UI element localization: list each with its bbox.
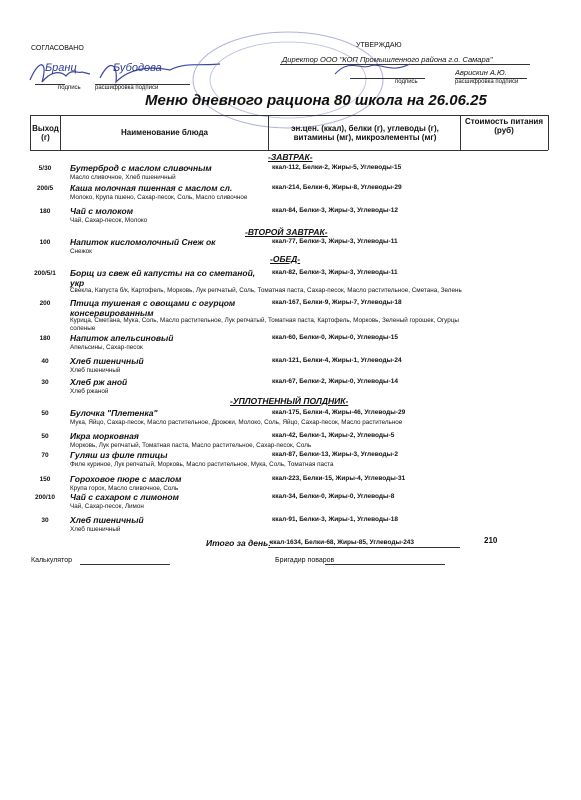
dish-yield: 200/10	[35, 494, 55, 501]
dish-nutrition: ккал-87, Белки-13, Жиры-3, Углеводы-2	[272, 451, 398, 458]
dish-yield: 30	[41, 379, 49, 386]
signature-right	[330, 56, 420, 80]
dish-ingredients: Масло сливочное, Хлеб пшеничный	[70, 174, 176, 181]
section-title: -ВТОРОЙ ЗАВТРАК-	[245, 227, 328, 237]
calc-label: Калькулятор	[31, 557, 72, 564]
dish-ingredients: Свекла, Капуста б/к, Картофель, Морковь, Лук репчатый, Соль, Томатная паста, Сахар-песок, Масло растительное, Сметана, Зелень	[70, 287, 462, 294]
dish-yield: 200	[39, 300, 51, 307]
section-title: -ОБЕД-	[270, 254, 301, 264]
dish-yield: 30	[41, 517, 49, 524]
signature-left-text2: Бубодова	[113, 62, 162, 74]
dish-nutrition: ккал-175, Белки-4, Жиры-46, Углеводы-29	[272, 409, 406, 416]
dish-yield: 50	[41, 433, 49, 440]
signature-left-text1: Бранц	[45, 62, 77, 74]
dish-name: Бутерброд с маслом сливочным	[70, 163, 212, 173]
dish-ingredients: Снежок	[70, 248, 92, 255]
dish-nutrition: ккал-91, Белки-3, Жиры-1, Углеводы-18	[272, 516, 398, 523]
dish-yield: 5/30	[38, 165, 52, 172]
col-price: Стоимость питания (руб)	[464, 117, 544, 135]
podpis-left: подпись	[58, 85, 81, 91]
dish-yield: 40	[41, 358, 49, 365]
dish-name: Гороховое пюре с маслом	[70, 474, 182, 484]
dish-nutrition: ккал-67, Белки-2, Жиры-0, Углеводы-14	[272, 378, 398, 385]
dish-ingredients: Молоко, Крупа пшено, Сахар-песок, Соль, Масло сливочное	[70, 194, 248, 201]
dish-yield: 50	[41, 410, 49, 417]
dish-name: Икра морковная	[70, 431, 139, 441]
dish-yield: 180	[39, 335, 51, 342]
dish-nutrition: ккал-77, Белки-3, Жиры-3, Углеводы-11	[272, 238, 398, 245]
brigadir-label: Бригадир поваров	[275, 557, 335, 564]
dish-ingredients: Хлеб пшеничный	[70, 367, 121, 374]
dish-yield: 200/5	[36, 185, 54, 192]
right-name: Аврискин А.Ю.	[455, 68, 507, 77]
dish-name: Чай с молоком	[70, 206, 134, 216]
dish-yield: 180	[39, 208, 51, 215]
dish-name: Хлеб пшеничный	[70, 356, 144, 366]
page-title: Меню дневного рациона 80 школа на 26.06.25	[145, 92, 487, 109]
podpis-right: подпись	[395, 79, 418, 85]
dish-ingredients: Хлеб ржаной	[70, 388, 109, 395]
dish-ingredients: Филе куриное, Лук репчатый, Морковь, Масло растительное, Мука, Соль, Томатная паста	[70, 461, 334, 468]
total-label: Итого за день:	[206, 538, 272, 548]
dish-nutrition: ккал-84, Белки-3, Жиры-3, Углеводы-12	[272, 207, 398, 214]
dish-yield: 200/5/1	[34, 270, 56, 277]
dish-name: Напиток апельсиновый	[70, 333, 174, 343]
dish-ingredients: Мука, Яйцо, Сахар-песок, Масло растительное, Дрожжи, Молоко, Соль, Яйцо, Сахар-песок, Масло растительное	[70, 419, 403, 426]
dish-ingredients: Курица, Сметана, Мука, Соль, Масло растительное, Лук репчатый, Томатная паста, Картофель, Морковь, Зеленый горошек, Огурцы соленые	[70, 317, 459, 332]
dish-nutrition: ккал-42, Белки-1, Жиры-2, Углеводы-5	[272, 432, 395, 439]
section-title: -ЗАВТРАК-	[268, 152, 313, 162]
dish-ingredients: Морковь, Лук репчатый, Томатная паста, Масло растительное, Сахар-песок, Соль	[70, 442, 312, 449]
dish-yield: 100	[39, 239, 51, 246]
dish-yield: 150	[39, 476, 51, 483]
section-title: -УПЛОТНЕННЫЙ ПОЛДНИК-	[230, 396, 349, 406]
director-line: Директор ООО "КОП Промышленного района г.о. Самара"	[282, 55, 493, 64]
dish-yield: 70	[41, 452, 49, 459]
col-name: Наименование блюда	[121, 128, 208, 137]
dish-ingredients: Хлеб пшеничный	[70, 526, 121, 533]
dish-ingredients: Крупа горох, Масло сливочное, Соль	[70, 485, 179, 492]
dish-nutrition: ккал-121, Белки-4, Жиры-1, Углеводы-24	[272, 357, 402, 364]
dish-name: Напиток кисломолочный Снеж ок	[70, 237, 216, 247]
dish-ingredients: Чай, Сахар-песок, Молоко	[70, 217, 148, 224]
dish-name: Каша молочная пшенная с маслом сл.	[70, 183, 233, 193]
dish-ingredients: Апельсины, Сахар-песок	[70, 344, 143, 351]
total-price: 210	[484, 536, 498, 545]
approved-left-label: СОГЛАСОВАНО	[31, 45, 84, 52]
dish-name: Хлеб пшеничный	[70, 515, 144, 525]
approved-right-label: УТВЕРЖДАЮ	[356, 42, 402, 49]
col-yield: Выход (г)	[32, 124, 59, 142]
dish-name: Хлеб рж аной	[70, 377, 128, 387]
dish-nutrition: ккал-34, Белки-0, Жиры-0, Углеводы-8	[272, 493, 395, 500]
decode-left: расшифровка подписи	[95, 85, 159, 91]
dish-name: Булочка "Плетенка"	[70, 408, 158, 418]
dish-name: Гуляш из филе птицы	[70, 450, 168, 460]
dish-nutrition: ккал-82, Белки-3, Жиры-3, Углеводы-11	[272, 269, 398, 276]
dish-ingredients: Чай, Сахар-песок, Лимон	[70, 503, 144, 510]
total-nutrition: ккал-1634, Белки-68, Жиры-85, Углеводы-243	[270, 539, 415, 546]
dish-nutrition: ккал-112, Белки-2, Жиры-5, Углеводы-15	[272, 164, 402, 171]
dish-nutrition: ккал-214, Белки-6, Жиры-8, Углеводы-29	[272, 184, 402, 191]
dish-nutrition: ккал-223, Белки-15, Жиры-4, Углеводы-31	[272, 475, 406, 482]
dish-name: Птица тушеная с овощами с огурцом консервированным	[70, 298, 236, 318]
dish-nutrition: ккал-60, Белки-0, Жиры-0, Углеводы-15	[272, 334, 398, 341]
col-nutrition: эн.цен. (ккал), белки (г), углеводы (г), витамины (мг), микроэлементы (мг)	[291, 124, 439, 142]
dish-nutrition: ккал-167, Белки-9, Жиры-7, Углеводы-18	[272, 299, 402, 306]
dish-name: Чай с сахаром с лимоном	[70, 492, 179, 502]
dish-name: Борщ из свеж ей капусты на со сметаной, укр	[70, 268, 256, 288]
decode-right: расшифровка подписи	[455, 79, 519, 85]
